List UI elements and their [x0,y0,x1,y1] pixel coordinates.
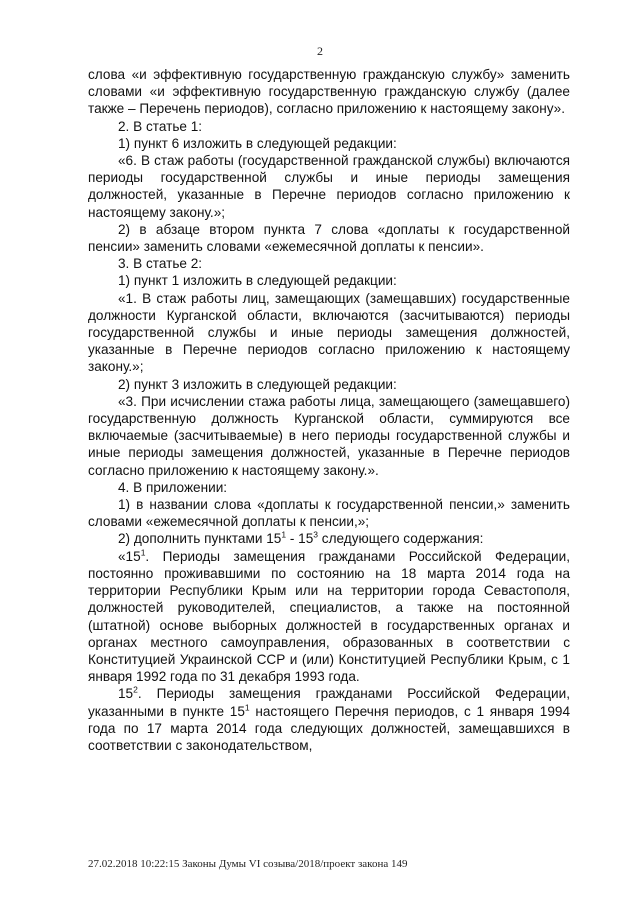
paragraph: 2. В статье 1: [118,118,203,134]
paragraph: 3. В статье 2: [118,256,203,272]
paragraph: 2) дополнить пунктами $15^1 - 15^3$ следующего содержания: [118,529,484,547]
footer-stamp: 27.02.2018 10:22:15 Законы Думы VI созыва/2018/проект закона 149 [88,858,408,870]
paragraph: 2) пункт 3 изложить в следующей редакции: [118,376,397,392]
paragraph: «6. В стаж работы (государственной гражданской службы) включаются периоды государственной службы и иные периоды замещения должностей, указанные в Перечне периодов согласно приложению к настоящему закону.»; [88,153,570,220]
paragraph: 1) в названии слова «доплаты к государственной пенсии,» заменить словами «ежемесячной доплаты к пенсии,»; [88,497,570,530]
paragraph: слова «и эффективную государственную гражданскую службу» заменить словами «и эффективную государственную гражданскую службу (далее также – Перечень периодов), согласно приложению к настоящему закону». [88,67,570,117]
document-body [88,66,570,754]
paragraph: $15^2$. Периоды замещения гражданами Российской Федерации, указанными в пункте $15^1$ настоящего Перечня периодов, с 1 января 1994 года по 17 марта 2014 года следующих должностей, замещавшихся в соответствии с законодательством, [88,684,571,753]
paragraph: 1) пункт 6 изложить в следующей редакции: [118,135,397,151]
paragraph: «$15^1$. Периоды замещения гражданами Российской Федерации, постоянно проживавшими по состоянию на 18 марта 2014 года на территории Республики Крым или на территории города Севастополя, должностей руководителей, специалистов, а также на постоянной (штатной) основе выборных должностей в государственных органах и органах местного самоуправления, образованных в соответствии с Конституцией Украинской ССР и (или) Конституцией Республики Крым, с 1 января 1992 года по 31 декабря 1993 года. [88,547,570,685]
paragraph: 2) в абзаце втором пункта 7 слова «доплаты к государственной пенсии» заменить словами «ежемесячной доплаты к пенсии». [88,221,570,255]
paragraph: «3. При исчислении стажа работы лица, замещающего (замещавшего) государственную должность Курганской области, суммируются все включаемые (засчитываемые) в него периоды государственной службы и иные периоды замещения должностей, указанные в Перечне периодов согласно приложению к настоящему закону.». [88,393,570,478]
paragraph: «1. В стаж работы лиц, замещающих (замещавших) государственные должности Курганской области, включаются (засчитываются) периоды государственной службы и иные периоды замещения должностей, указанные в Перечне периодов согласно приложению к настоящему закону.»; [88,290,570,375]
paragraph: 1) пункт 1 изложить в следующей редакции: [118,273,397,289]
page-number: 2 [317,44,323,58]
paragraph: 4. В приложении: [118,479,228,495]
